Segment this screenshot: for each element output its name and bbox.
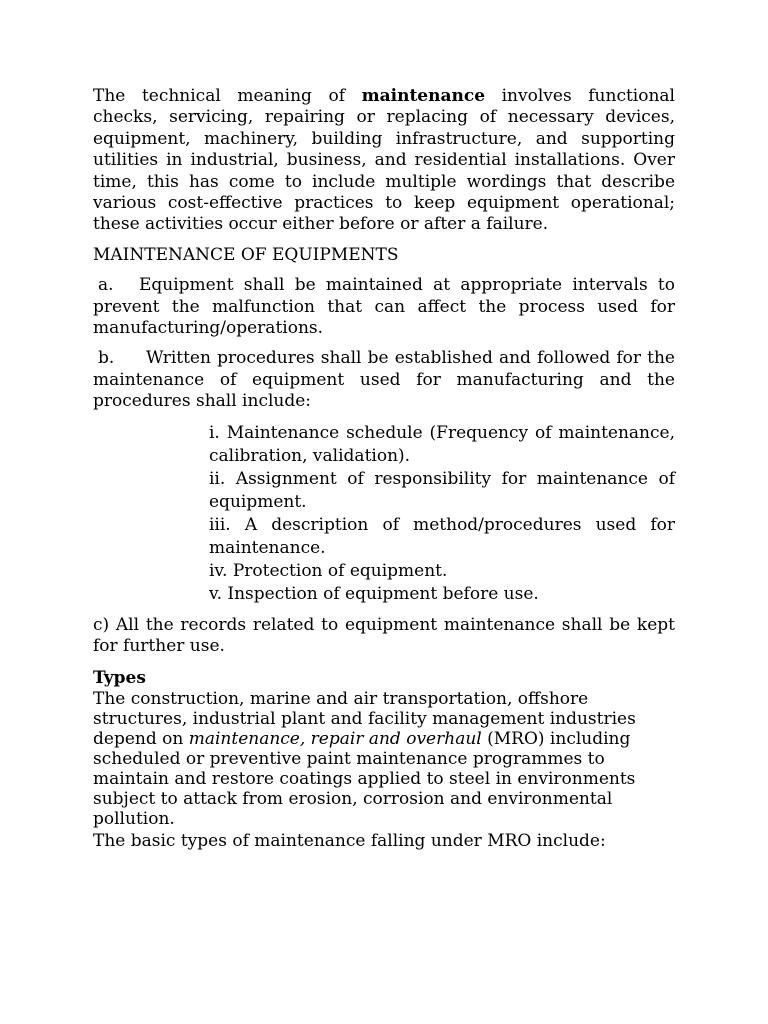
types-heading: Types xyxy=(93,667,146,688)
types-paragraph xyxy=(93,689,675,829)
intro-paragraph xyxy=(93,86,675,236)
list-item-b-text: Written procedures shall be established and followed for the maintenance of equipment used for manufacturing and the procedures shall include: xyxy=(93,348,675,412)
types-last-line: The basic types of maintenance falling under MRO include: xyxy=(93,830,606,851)
types-text-start: The construction, marine and air transportation, offshore structures, industrial plant and facility management industries depend on xyxy=(93,688,636,749)
intro-text-rest: involves functional checks, servicing, repairing or replacing of necessary devices, equipment, machinery, building infrastructure, and supporting utilities in industrial, business, and residential installations. Over time, this has come to include multiple wordings that describe various cost-effective practices to keep equipment operational; these activities occur either before or after a failure. xyxy=(93,86,675,235)
types-text-rest: (MRO) including scheduled or preventive paint maintenance programmes to maintain and restore coatings applied to steel in environments subject to attack from erosion, corrosion and environmental pollution. xyxy=(93,728,636,829)
list-item-a xyxy=(93,275,675,339)
list-item-a-label: a. xyxy=(98,275,114,296)
maintenance-keyword: maintenance xyxy=(361,86,486,106)
list-item-b xyxy=(93,348,675,412)
document-body xyxy=(93,86,675,851)
sub-item-i: i. Maintenance schedule (Frequency of maintenance, calibration, validation). xyxy=(209,422,675,466)
section-heading: MAINTENANCE OF EQUIPMENTS xyxy=(93,244,399,265)
mro-term: maintenance, repair and overhaul xyxy=(188,728,482,749)
sub-item-v: v. Inspection of equipment before use. xyxy=(209,583,539,604)
list-item-b-label: b. xyxy=(98,348,115,369)
intro-text-start: The technical meaning of xyxy=(93,86,362,106)
list-item-a-text: Equipment shall be maintained at appropriate intervals to prevent the malfunction that can affect the process used for manufacturing/operations. xyxy=(93,275,675,339)
sub-item-iii: iii. A description of method/procedures used for maintenance. xyxy=(209,514,675,558)
list-item-c: c) All the records related to equipment maintenance shall be kept for further use. xyxy=(93,614,675,657)
sub-item-ii: ii. Assignment of responsibility for maintenance of equipment. xyxy=(209,468,675,512)
sub-item-iv: iv. Protection of equipment. xyxy=(209,560,448,581)
